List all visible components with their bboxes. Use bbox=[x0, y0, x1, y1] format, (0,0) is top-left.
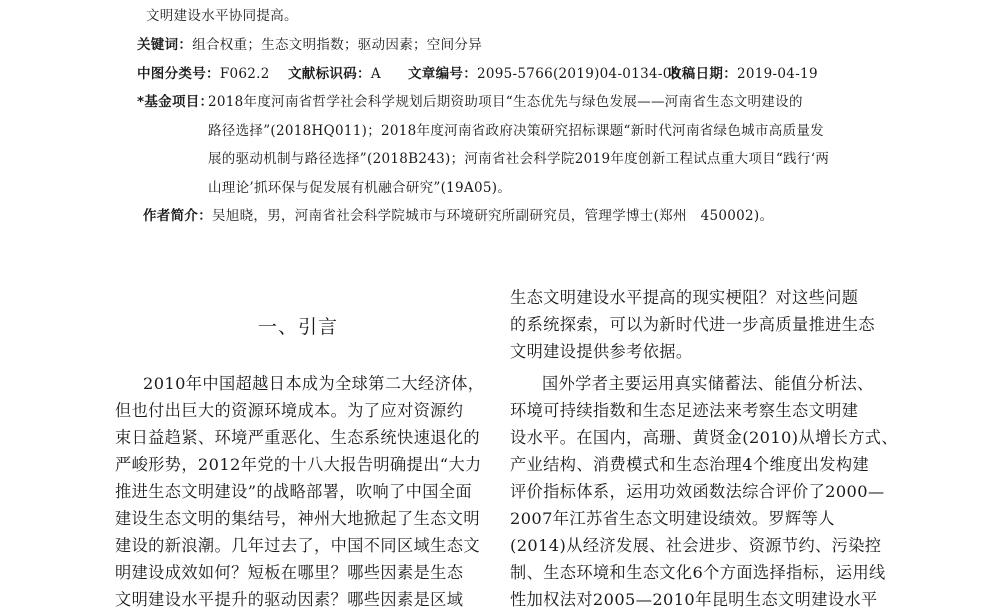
fund-line: 山理论’抓环保与促发展有机融合研究”(19A05)。 bbox=[208, 180, 512, 196]
body-line: 文明建设提供参考依据。 bbox=[510, 342, 693, 361]
doc-code-label: 文献标识码： bbox=[288, 66, 371, 82]
body-line: 束日益趋紧、环境严重恶化、生态系统快速退化的 bbox=[115, 428, 480, 447]
body-line: 建设生态文明的集结号，神州大地掀起了生态文明 bbox=[115, 509, 480, 528]
doc-code-pair bbox=[288, 65, 408, 83]
author-line bbox=[143, 207, 773, 225]
keywords-value: 组合权重；生态文明指数；驱动因素；空间分异 bbox=[192, 37, 483, 53]
received-value: 2019-04-19 bbox=[737, 66, 818, 82]
body-line: 生态文明建设水平提高的现实梗阻？对这些问题 bbox=[510, 288, 859, 307]
abstract-tail bbox=[146, 7, 298, 25]
author-value: 吴旭晓，男，河南省社会科学院城市与环境研究所副研究员，管理学博士(郑州 450002)。 bbox=[212, 208, 774, 224]
body-line: 产业结构、消费模式和生态治理4个维度出发构建 bbox=[510, 455, 870, 474]
author-label: 作者简介： bbox=[143, 208, 212, 224]
body-line: 2007年江苏省生态文明建设绩效。罗辉等人 bbox=[510, 509, 835, 528]
body-line: 评价指标体系，运用功效函数法综合评价了2000— bbox=[510, 482, 885, 501]
body-line: 但也付出巨大的资源环境成本。为了应对资源约 bbox=[115, 401, 464, 420]
received-pair bbox=[668, 65, 818, 83]
body-line: 建设的新浪潮。几年过去了，中国不同区域生态文 bbox=[115, 536, 480, 555]
keywords-line bbox=[137, 36, 482, 54]
body-line: 2010年中国超越日本成为全球第二大经济体， bbox=[143, 374, 485, 393]
clc-label: 中图分类号： bbox=[137, 66, 220, 82]
clc-value: F062.2 bbox=[219, 66, 270, 82]
body-line: 制、生态环境和生态文化6个方面选择指标，运用线 bbox=[510, 563, 886, 582]
fund-line: 2018年度河南省哲学社会科学规划后期资助项目“生态优先与绿色发展——河南省生态文明建设的 bbox=[208, 94, 803, 110]
fund-label: *基金项目： bbox=[137, 94, 214, 110]
doc-code-value: A bbox=[370, 66, 381, 82]
abstract-tail-text: 文明建设水平协同提高。 bbox=[146, 8, 298, 24]
fund-line: 展的驱动机制与路径选择”(2018B243)；河南省社会科学院2019年度创新工程试点重大项目“践行‘两 bbox=[208, 151, 830, 167]
article-no-value: 2095-5766(2019)04-0134-09 bbox=[477, 66, 681, 82]
article-no-pair bbox=[408, 65, 681, 83]
fund-line: 路径选择”(2018HQ011)；2018年度河南省政府决策研究招标课题“新时代河南省绿色城市高质量发 bbox=[208, 123, 824, 139]
classification-line bbox=[137, 65, 818, 83]
article-no-label: 文章编号： bbox=[408, 66, 477, 82]
body-line: 性加权法对2005—2010年昆明生态文明建设水平 bbox=[510, 590, 878, 609]
clc-pair bbox=[137, 65, 288, 83]
received-label: 收稿日期： bbox=[668, 66, 737, 82]
body-line: 环境可持续指数和生态足迹法来考察生态文明建 bbox=[510, 401, 859, 420]
body-line: 国外学者主要运用真实储蓄法、能值分析法、 bbox=[542, 374, 874, 393]
body-line: 严峻形势，2012年党的十八大报告明确提出“大力 bbox=[115, 455, 482, 474]
body-line: (2014)从经济发展、社会进步、资源节约、污染控 bbox=[510, 536, 882, 555]
section-heading: 一、引言 bbox=[258, 316, 339, 338]
body-line: 明建设成效如何？短板在哪里？哪些因素是生态 bbox=[115, 563, 464, 582]
body-line: 推进生态文明建设”的战略部署，吹响了中国全面 bbox=[115, 482, 473, 501]
keywords-label: 关键词： bbox=[137, 37, 193, 53]
body-line: 的系统探索，可以为新时代进一步高质量推进生态 bbox=[510, 315, 875, 334]
body-line: 设水平。在国内，高珊、黄贤金(2010)从增长方式、 bbox=[510, 428, 898, 447]
body-line: 文明建设水平提升的驱动因素？哪些因素是区域 bbox=[115, 590, 464, 609]
